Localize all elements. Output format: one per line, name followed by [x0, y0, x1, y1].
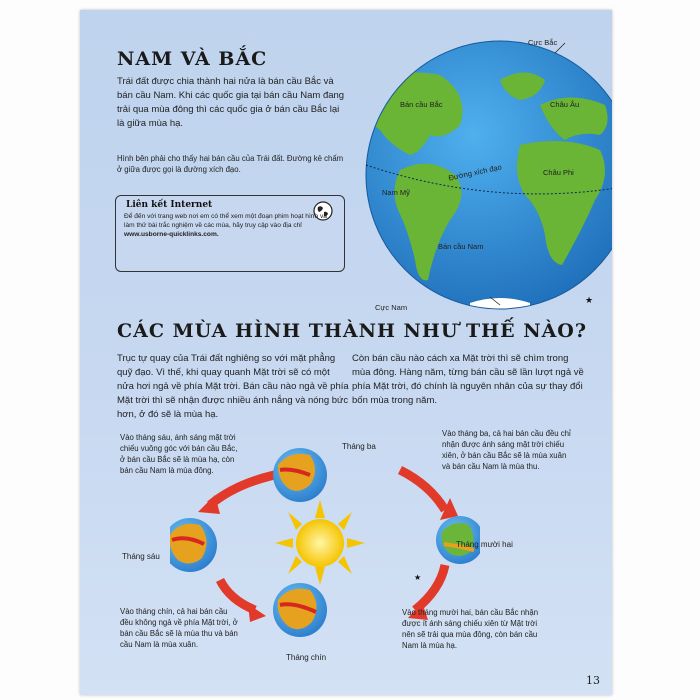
- september-label: Tháng chín: [286, 653, 327, 662]
- sun-illustration: [275, 500, 365, 585]
- seasons-paragraph-left: Trục tự quay của Trái đất nghiêng so với mặt phẳng quỹ đạo. Vì thế, khi quay quanh Mặt trời sẽ có một nửa hơi ngả về phía Mặt trời. Bán cầu nào ngả về phía Mặt trời thì sẽ nhận được nhiều ánh nắng và nóng bức hơn, ở đó sẽ là mùa hạ.: [117, 353, 349, 420]
- june-caption: Vào tháng sáu, ánh sáng mặt trời chiếu vuông góc với bán cầu Bắc, ở bán cầu Bắc sẽ là mùa hạ, còn bán cầu Nam là mùa đông.: [120, 433, 238, 475]
- earth-globe-illustration: [350, 35, 612, 320]
- south-pole-label: Cực Nam: [375, 303, 408, 312]
- europe-label: Châu Âu: [550, 100, 580, 109]
- seasons-paragraph-right: Còn bán cầu nào cách xa Mặt trời thì sẽ chìm trong mùa đông. Hàng năm, từng bán cầu sẽ lần lượt ngả về phía Mặt trời, đó chính là nguyên nhân của sự thay đổi bốn mùa trong năm.: [352, 353, 584, 406]
- page-number: 13: [586, 674, 600, 687]
- september-caption: Vào tháng chín, cả hai bán cầu đều không ngả về phía Mặt trời, ở bán cầu Bắc sẽ là mùa thu và bán cầu Nam là mùa xuân.: [120, 607, 238, 649]
- south-america-label: Nam Mỹ: [382, 188, 410, 197]
- globe-march: [273, 448, 327, 502]
- globe-june: [170, 518, 217, 572]
- equator-paragraph: Hình bên phải cho thấy hai bán cầu của Trái đất. Đường kẻ chấm ở giữa được gọi là đường xích đạo.: [117, 154, 344, 174]
- march-label: Tháng ba: [342, 442, 376, 451]
- star-icon: ★: [414, 573, 422, 582]
- section-title-north-south: NAM VÀ BẮC: [117, 48, 268, 70]
- svg-text:★: ★: [585, 295, 594, 305]
- internet-link-box: [115, 195, 345, 272]
- december-caption: Vào tháng mười hai, bán cầu Bắc nhận được ít ánh sáng chiếu xiên từ Mặt trời nên sẽ trải qua mùa đông, còn bán cầu Nam là mùa hạ.: [402, 608, 539, 650]
- section-title-seasons: CÁC MÙA HÌNH THÀNH NHƯ THẾ NÀO?: [117, 320, 587, 342]
- northern-hemisphere-label: Bán cầu Bắc: [400, 100, 443, 109]
- southern-hemisphere-label: Bán cầu Nam: [438, 242, 484, 251]
- june-label: Tháng sáu: [122, 552, 160, 561]
- book-page: [80, 10, 612, 695]
- north-pole-label: Cực Bắc: [528, 38, 558, 47]
- internet-link-url[interactable]: www.usborne-quicklinks.com.: [124, 230, 219, 238]
- december-label: Tháng mười hai: [456, 540, 513, 549]
- globe-september: [273, 583, 327, 637]
- march-caption: Vào tháng ba, cả hai bán cầu đều chỉ nhận được ánh sáng mặt trời chiếu xiên, ở bán cầu Bắc sẽ là mùa xuân và bán cầu Nam là mùa thu.: [442, 429, 571, 471]
- africa-label: Châu Phi: [543, 168, 574, 177]
- equator-label: Đường xích đạo: [447, 162, 503, 183]
- internet-link-title: Liên kết Internet: [126, 200, 213, 210]
- hemispheres-paragraph: Trái đất được chia thành hai nửa là bán cầu Bắc và bán cầu Nam. Khi các quốc gia tại bán cầu Nam đang trải qua mùa đông thì các quốc gia ở bán cầu Bắc lại là giữa mùa hạ.: [117, 76, 345, 129]
- internet-link-text: Để đến với trang web nơi em có thể xem một đoạn phim hoạt hình và làm thử bài trắc nghiệm về các mùa, hãy truy cập vào địa chỉ www.usborne-quicklinks.com.: [124, 213, 327, 238]
